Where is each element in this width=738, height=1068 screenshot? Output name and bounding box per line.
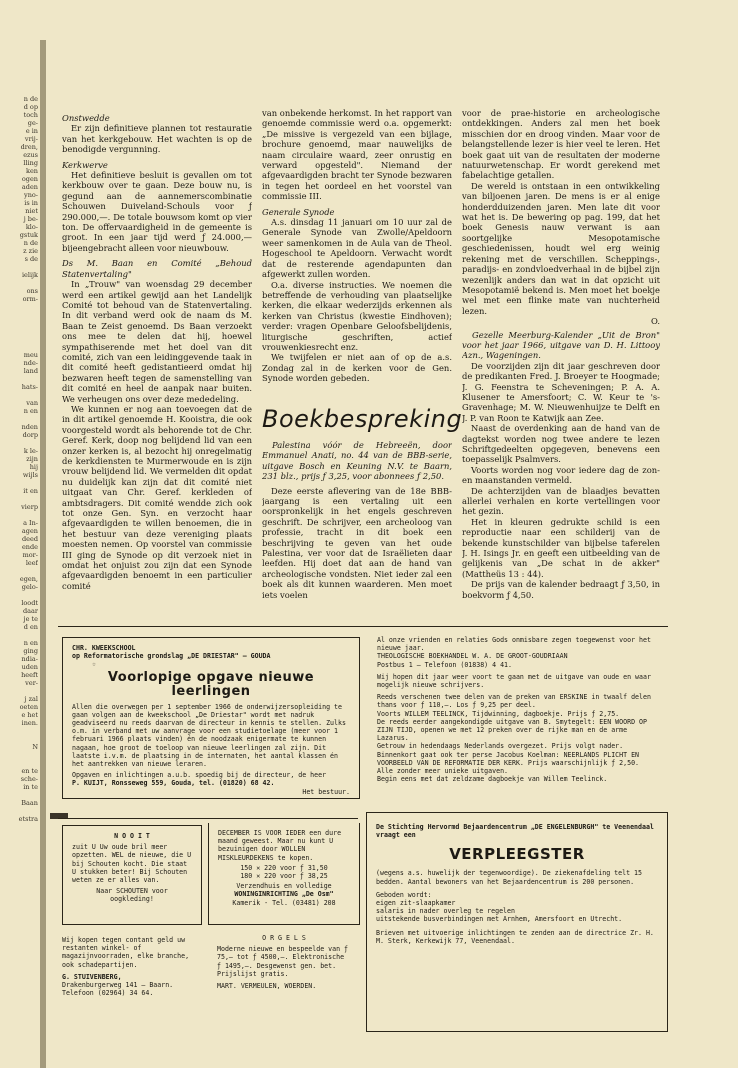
engelenburgh-p3: eigen zit-slaapkamer <box>376 899 456 908</box>
nooit-sign1: Naar SCHOUTEN voor <box>96 887 168 896</box>
nooit-body: zuit U Uw oude bril meer opzetten. WEL de nieuwe, die U bij Schouten kocht. Die staat U stukken beter! Bij Schouten weten ze er alles van. <box>72 843 192 885</box>
boekhandel-p8: Getrouw in hedendaags Nederlands overgezet. Prijs volgt nader. <box>377 742 624 751</box>
binding-fragment: land <box>23 367 38 375</box>
binding-fragment: en te <box>21 767 38 775</box>
text-review-3: De wereld is ontstaan in een ontwikkeling van biljoenen jaren. De mens is er al enige honderdduizenden jaren. Men late dit voor wat het is. De bewering op pag. 199, dat het boek Genesis nauw verwant is aan soortgelijke Mesopotamische geschiedenissen, houdt wel erg weinig rekening met de verschillen. Scheppings-, paradijs- en zondvloedverhaal in de bijbel zijn wezenlijk anders dan wat in dat opzicht uit Mesopotamië bekend is. Men moet het boekje wel met een flinke mate van nuchterheid lezen. <box>462 180 660 316</box>
binding-fragment: d en <box>23 623 38 631</box>
binding-fragment <box>0 343 38 351</box>
binding-fragment: n en <box>23 639 38 647</box>
binding-fragment: j zal <box>24 695 38 703</box>
stuivenberg-tel: Telefoon (02964) 34 64. <box>62 989 154 998</box>
heading-synode: Generale Synode <box>262 206 335 217</box>
binding-fragment <box>0 759 38 767</box>
binding-fragment: agen <box>21 527 38 535</box>
text-synode-1: A.s. dinsdag 11 januari om 10 uur zal de Generale Synode van Zwolle/Apeldoorn weer samenkomen in de Aula van de Theol. Hogeschool te Apeldoorn. Verwacht wordt dat de resterende agendapunten dan afgewerkt zullen worden. <box>262 217 452 280</box>
boekhandel-p11: Begin eens met dat zeldzame dagboekje van Willem Teelinck. <box>377 775 608 784</box>
binding-fragment <box>0 263 38 271</box>
column-2-bottom <box>262 440 452 622</box>
binding-fragment: ken <box>26 167 38 175</box>
text-calendar-1: De voorzijden zijn dit jaar geschreven door de predikanten Fred. J. Broeyer te Hoogmade; J. G. Feenstra te Scheveningen; P. A. A. Klusener te Amersfoort; C. W. Keur te 's-Gravenhage; M. W. Nieuwenhuijze te Delft en J. P. van Roon te Katwijk aan Zee. <box>462 360 660 423</box>
december-line1: 150 ✕ 220 voor ƒ 31,50 <box>240 863 328 872</box>
binding-fragment: vierp <box>21 503 38 511</box>
binding-fragment <box>0 735 38 743</box>
binding-fragment <box>0 727 38 735</box>
binding-fragment: hij <box>29 463 38 471</box>
binding-fragment: n de <box>23 239 38 247</box>
star-icon: ☆ <box>92 660 96 669</box>
binding-fragment <box>0 439 38 447</box>
binding-fragment: egen, <box>19 575 38 583</box>
text-review-1: Deze eerste aflevering van de 18e BBB-jaargang is een vertaling uit een oorspronkelijk in het engels geschreven geschrift. De schrijver, een archeoloog van professie, tracht in dit boek een beschrijving te geven van het oude Palestina, ver voor dat de Israëlieten daar leefden. Hij doet dat aan de hand van archeologische vondsten. Niet ieder zal een boek als dit kunnen waarderen. Men moet iets voelen <box>262 485 452 600</box>
orgels-body: Moderne nieuwe en bespeelde van ƒ 75,— tot ƒ 4500,—. Elektronische ƒ 1495,—. Desgewenst gen. bet. Prijslijst gratis. <box>217 945 349 978</box>
binding-fragment: in te <box>23 783 38 791</box>
text-synode-2: O.a. diverse instructies. We noemen die betreffende de verhouding van plaatselijke kerken, die elkaar wederzijds erkennen als kerken van Christus (kwestie Eindhoven); verder: vragen Openbare Geloofsbelijdenis, liturgische geschriften, actief vrouwenkiesrecht enz. <box>262 279 452 352</box>
text-calendar-5: Het in kleuren gedrukte schild is een reproductie naar een schilderij van de bekende kunstschilder van bijbelse taferelen J. H. Isings Jr. en geeft een uitbeelding van de gelijkenis van „De schat in de akker" (Mattheüs 13 : 44). <box>462 516 660 579</box>
text-onstwedde: Er zijn definitieve plannen tot restauratie van het kerkgebouw. Het wachten is op de benodigde vergunning. <box>62 123 252 155</box>
stuivenberg-addr: Drakenburgerweg 141 — Baarn. <box>62 981 174 990</box>
engelenburgh-p1: (wegens a.s. huwelijk der tegenwoordige). De ziekenafdeling telt 15 bedden. Aantal bewoners van het Bejaardencentrum is 200 personen. <box>376 869 642 886</box>
kweekschool-body: Allen die overwegen per 1 september 1966 de onderwijzersopleiding te gaan volgen aan de kweekschool „De Driestar" wordt met nadruk geadviseerd nu reeds daarvan de directeur in kennis te stellen. Zulks o.m. in verband met uw aanvrage voor een studietoelage (meer voor 1 februari 1966 plaats vinden) én de noodzaak enigermate te kunnen nagaan, hoe groot de toeloop van nieuwe leerlingen zal zijn. Dit laatste i.v.m. de plaatsing in de internaten, het aantal klassen én het aantrekken van nieuwe leraren. <box>72 702 346 769</box>
kweekschool-title: Voorlopige opgave nieuwe leerlingen <box>107 669 315 699</box>
column-2-top <box>262 108 452 398</box>
binding-fragment: hats- <box>21 383 38 391</box>
binding-fragment <box>0 375 38 383</box>
binding-fragment: a In- <box>23 519 38 527</box>
stuivenberg-body: Wij kopen tegen contant geld uw restanten winkel- of magazijnvoorraden, elke branche, ook schadepartijen. <box>62 936 190 969</box>
binding-fragment: gstuk <box>19 231 38 239</box>
binding-fragment: meu <box>23 351 38 359</box>
binding-fragment <box>0 591 38 599</box>
binding-fragment: mor- <box>22 551 38 559</box>
nooit-sign2: oogkleding! <box>110 895 154 904</box>
binding-fragment: ogen <box>21 175 38 183</box>
binding-fragment <box>0 751 38 759</box>
binding-fragment: sche- <box>20 775 38 783</box>
binding-fragment <box>0 415 38 423</box>
binding-fragment: n de <box>23 95 38 103</box>
ad-nooit <box>62 825 202 925</box>
binding-fragment <box>0 495 38 503</box>
boekhandel-p5: Reeds verschenen twee delen van de preken van ERSKINE in twaalf delen thans voor ƒ 110,—. Los ƒ 9,25 per deel. <box>377 693 651 710</box>
binding-fragment: deed <box>21 535 38 543</box>
binding-fragment: lling <box>23 159 38 167</box>
heading-onstwedde: Onstwedde <box>62 113 110 123</box>
text-calendar-2: Naast de overdenking aan de hand van de dagtekst worden nog twee andere te lezen Schriftgedeelten opgegeven, benevens een toepasselijk Psalmvers. <box>462 423 660 465</box>
binding-fragment: ge- <box>27 119 38 127</box>
binding-fragment: zijn <box>26 455 38 463</box>
binding-fragment: inen. <box>21 719 38 727</box>
ad-engelenburgh <box>366 812 668 1032</box>
nooit-title: N O O I T <box>114 832 150 840</box>
binding-gutter <box>40 40 46 1068</box>
binding-fragment: wijls <box>22 471 38 479</box>
ad-december <box>208 823 360 925</box>
binding-fragment: klo- <box>25 223 38 231</box>
binding-fragment: toch <box>23 111 38 119</box>
binding-fragment <box>0 303 38 311</box>
column-3 <box>462 108 660 623</box>
binding-fragment <box>0 567 38 575</box>
binding-fragment <box>0 391 38 399</box>
binding-fragment: oeten <box>19 703 38 711</box>
binding-fragment: ver- <box>25 679 38 687</box>
binding-fragment: e in <box>25 127 38 135</box>
engelenburgh-p5: uitstekende busverbindingen met Arnhem, Amersfoort en Utrecht. <box>376 915 623 924</box>
boekhandel-p9: Binnenkort gaat ook ter perse Jacobus Koelman: NEERLANDS PLICHT EN VOORBEELD VAN DE REFORMATIE DER KERK. Prijs waarschijnlijk ƒ 2,50. <box>377 750 640 767</box>
binding-fragment: dren, <box>20 143 38 151</box>
binding-fragment <box>0 791 38 799</box>
text-review-2: voor de prae-historie en archeologische ontdekkingen. Anders zal men het boek misschien dor en droog vinden. Maar voor de belangstellende lezer is hier veel te leren. Het boek gaat uit van de resultaten der moderne natuurwetenschap. Er wordt gerekend met fabelachtige getallen. <box>462 108 660 181</box>
boekhandel-p10: Alle zonder meer unieke uitgaven. <box>377 767 509 776</box>
binding-fragment: nden <box>21 423 38 431</box>
binding-fragment: leef <box>25 559 38 567</box>
binding-fragment: uden <box>21 663 38 671</box>
december-line2: 180 ✕ 220 voor ƒ 38,25 <box>240 872 328 881</box>
ad-orgels <box>208 928 360 1028</box>
orgels-foot: MART. VERMEULEN, WOERDEN. <box>217 982 317 991</box>
binding-fragment: aden <box>21 183 38 191</box>
text-commissie: van onbekende herkomst. In het rapport van genoemde commissie werd o.a. opgemerkt: „De missive is vergezeld van een bijlage, brochure genoemd, maar nauwelijks de naam circulaire waard, zeer onrustig en verward opgesteld". Niemand der afgevaardigden bracht ter Synode bezwaren in tegen het oordeel en het voorstel van commissie III. <box>262 108 452 202</box>
binding-fragment: daar <box>22 607 38 615</box>
text-calendar-3: Voorts worden nog voor iedere dag de zon- en maanstanden vermeld. <box>462 464 660 486</box>
text-kerkwerve: Het definitieve besluit is gevallen om tot kerkbouw over te gaan. Deze bouw nu, is gegund aan de aannemerscombinatie Schouwen Duiveland-Schouls voor ƒ 290.000,—. De totale bouwsom komt op vier ton. De offervaardigheid in de gemeente is groot. In een jaar tijd werd ƒ 24.000,— bijeengebracht alleen voor nieuwbouw. <box>62 170 252 253</box>
text-calendar-6: De prijs van de kalender bedraagt ƒ 3,50, in boekvorm ƒ 4,50. <box>462 579 660 600</box>
text-baan-2: We kunnen er nog aan toevoegen dat de in dit artikel genoemde H. Kooistra, die ook voorgesteld wordt als behorende tot de Chr. Geref. Kerk, dooр nog belijdend lid van een onzer kerken is, al bezocht hij onregelmatig de kerkdiensten te Murmerwoude en is zijn vrouw belijdend lid. We vermelden dit opdat nu duidelijk kan zijn dat dit comité niet uitgaat van Chr. Geref. kerkleden of ambtsdragers. Dit comité wendde zich ook tot onze Gen. Syn. en verzocht haar afgevaardigden te willen benoemen, die in het bestuur van deze vereniging plaats moesten nemen. Op voorstel van commissie III ging de Synode op dit verzoek niet in omdat het onjuist zou zijn dat een Synode afgevaardigden benoemt in een particulier comité <box>62 403 252 591</box>
binding-fragment: yno- <box>24 191 38 199</box>
text-synode-3: We twijfelen er niet aan of op de a.s. Zondag zal in de kerken voor de Gen. Synode worden gebeden. <box>262 352 452 384</box>
boekhandel-p1: Al onze vrienden en relaties Gods onmisbare zegen toegewenst voor het nieuwe jaar. <box>377 636 651 653</box>
boekhandel-p6: Voorts WILLEM TEELINCK, Tijdwinning, dagboekje. Prijs ƒ 2,75. <box>377 709 620 718</box>
binding-fragment: d op <box>23 103 38 111</box>
binding-fragment: heeft <box>21 671 38 679</box>
kweekschool-contact1: Opgaven en inlichtingen a.u.b. spoedig bij de directeur, de heer <box>72 771 327 780</box>
heading-kerkwerve: Kerkwerve <box>62 159 108 170</box>
kweekschool-contact2: P. KUIJT, Ronsseweg 559, Gouda, tel. (01820) 68 42. <box>72 779 275 788</box>
calendar-intro: Gezelle Meerburg-Kalender „Uit de Bron" voor het jaar 1966, uitgave van D. H. Littooy Azn., Wageningen. <box>462 329 660 361</box>
binding-fragment: ndia- <box>21 655 38 663</box>
binding-fragment <box>0 311 38 319</box>
binding-fragment: e het <box>21 711 38 719</box>
binding-fragment: Baan <box>21 799 38 807</box>
column-1 <box>62 108 252 623</box>
binding-fragment <box>0 327 38 335</box>
ad-boekhandel <box>368 630 668 805</box>
binding-fragment: k le- <box>23 447 38 455</box>
binding-fragment <box>0 687 38 695</box>
boekhandel-p7: De reeds eerder aangekondigde uitgave van B. Smytegelt: EEN WOORD OP ZIJN TIJD, openen we met 12 preken over de rijke man en de arme Lazarus. <box>377 717 647 743</box>
binding-fragment: n en <box>23 407 38 415</box>
december-body: DECEMBER IS VOOR IEDER een dure maand geweest. Maar nu kunt U bezuinigen door WOLLEN MISKLEURDEKENS te kopen. <box>218 829 342 862</box>
ad-stuivenberg <box>62 930 202 1025</box>
binding-fragment: etstra <box>18 815 38 823</box>
binding-fragment: loodt <box>21 599 38 607</box>
binding-fragment: ielijk <box>21 271 38 279</box>
kweekschool-head2: op Reformatorische grondslag „DE DRIESTAR" — GOUDA <box>72 652 271 661</box>
engelenburgh-p4: salaris in nader overleg te regelen <box>376 907 515 916</box>
december-foot2: WONINGINRICHTING „De Osm" <box>234 890 334 899</box>
boekhandel-p4: Wij hopen dit jaar weer voort te gaan met de uitgave van oude en waar mogelijk nieuwe schrijvers. <box>377 672 651 690</box>
binding-fragment: it en <box>23 487 38 495</box>
orgels-title: O R G E L S <box>262 934 306 942</box>
boekhandel-p2: THEOLOGISCHE BOEKHANDEL W. A. DE GROOT-GOUDRIAAN <box>377 652 568 661</box>
book-intro: Palestina vóór de Hebreeën, door Emmanuel Anati, no. 44 van de BBB-serie, uitgave Bosch en Keuning N.V. te Baarn, 231 blz., prijs ƒ 3,25, voor abonnees ƒ 2,50. <box>262 440 452 482</box>
binding-fragment: N <box>32 743 38 751</box>
ads-middle-rule <box>58 818 358 819</box>
december-foot3: Kamerik - Tel. (03481) 208 <box>232 898 336 907</box>
kweekschool-sign: Het bestuur. <box>302 787 350 796</box>
heading-boekbespreking: Boekbespreking <box>262 405 463 433</box>
stuivenberg-name: G. STUIVENBERG, <box>62 972 122 981</box>
ads-top-rule <box>58 626 668 627</box>
boekhandel-p3: Postbus 1 — Telefoon (01838) 4 41. <box>377 660 512 669</box>
binding-fragment <box>0 335 38 343</box>
binding-fragment <box>0 479 38 487</box>
engelenburgh-head: De Stichting Hervormd Bejaardencentrum „DE ENGELENBURGH" te Veenendaal vraagt een <box>376 823 654 840</box>
binding-fragment: dorp <box>22 431 38 439</box>
binding-fragment: s de <box>24 255 38 263</box>
binding-fragment: ging <box>23 647 38 655</box>
binding-fragment: ons <box>26 287 38 295</box>
binding-fragment: j be- <box>23 215 38 223</box>
binding-fragment <box>0 319 38 327</box>
engelenburgh-title: VERPLEEGSTER <box>449 845 585 864</box>
december-foot1: Verzendhuis en volledige <box>236 882 332 891</box>
binding-fragment: z zie <box>23 247 38 255</box>
engelenburgh-p2: Geboden wordt: <box>376 890 432 899</box>
binding-fragment: ende <box>21 543 38 551</box>
binding-fragment <box>0 631 38 639</box>
binding-fragment: niet <box>25 207 38 215</box>
binding-fragment: van <box>26 399 38 407</box>
binding-fragments <box>0 95 38 1035</box>
ad-kweekschool <box>62 637 360 799</box>
binding-fragment: vrij- <box>24 135 38 143</box>
binding-fragment: ezus <box>23 151 38 159</box>
binding-fragment: nde- <box>23 359 38 367</box>
text-baan-1: In „Trouw" van woensdag 29 december werd een artikel gewijd aan het Landelijk Comité tot behoud van de Statenvertaling. In dit verband werd ook de naam ds M. Baan te Zeist genoemd. Ds Baan verzoekt ons mee te delen dat hij, hoewel sympathiserende met het doel van dit comité, zich van een leidinggevende taak in dit comité heeft gedistantieerd omdat hij bezwaren heeft tegen de samenstelling van dit comité en heel de aanpak naar buiten. We verheugen ons over deze mededeling. <box>62 279 252 404</box>
binding-fragment: gelo- <box>21 583 38 591</box>
binding-fragment <box>0 279 38 287</box>
binding-fragment <box>0 511 38 519</box>
binding-fragment: je te <box>23 615 38 623</box>
text-calendar-4: De achterzijden van de blaadjes bevatten allerlei verhalen en korte vertellingen voor het gezin. <box>462 485 660 517</box>
binding-fragment: is in <box>24 199 38 207</box>
engelenburgh-p6: Brieven met uitvoerige inlichtingen te zenden aan de directrice Zr. H. M. Sterk, Kerkewijk 77, Veenendaal. <box>376 928 654 945</box>
binding-fragment <box>0 807 38 815</box>
binding-fragment: orm- <box>22 295 38 303</box>
heading-baan: Ds M. Baan en Comité „Behoud Statenvertaling" <box>62 258 252 279</box>
kweekschool-head1: CHR. KWEEKSCHOOL <box>72 644 136 652</box>
review-signature: O. <box>650 316 660 327</box>
